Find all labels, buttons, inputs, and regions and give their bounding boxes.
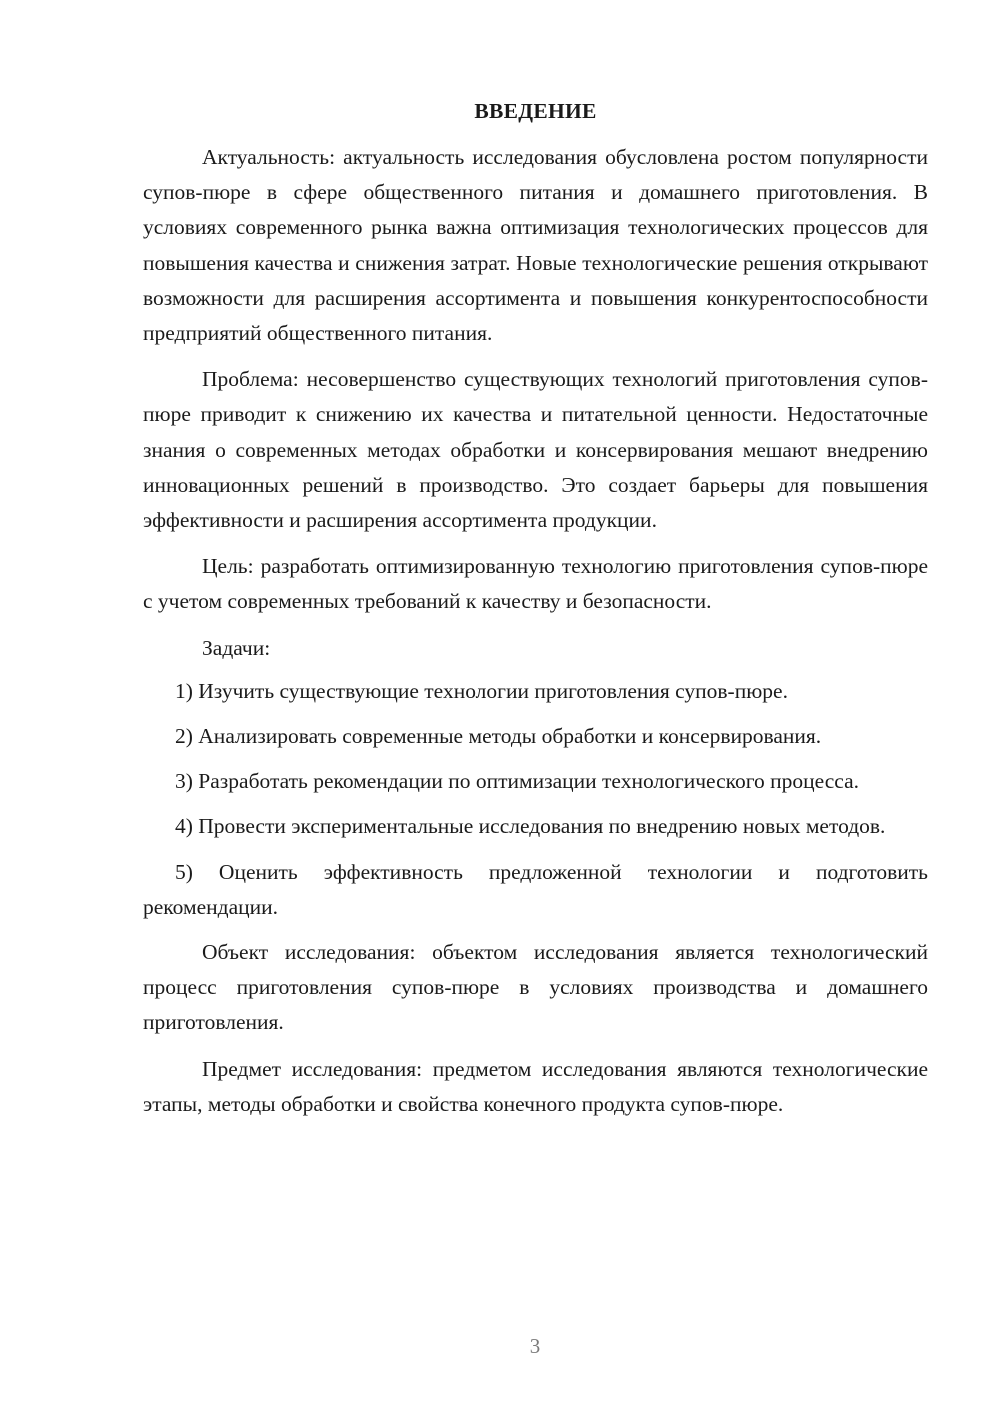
tasks-heading: Задачи: bbox=[202, 635, 271, 660]
paragraph-object: Объект исследования: объектом исследования является технологический процесс приготовления супов-пюре в условиях производства и домашнего приготовления. bbox=[143, 940, 928, 1035]
paragraph-subject: Предмет исследования: предметом исследования являются технологические этапы, методы обработки и свойства конечного продукта супов-пюре. bbox=[143, 1056, 928, 1116]
paragraph-goal: Цель: разработать оптимизированную технологию приготовления супов-пюре с учетом современных требований к качеству и безопасности. bbox=[143, 554, 928, 614]
task-item-3: 3) Разработать рекомендации по оптимизации технологического процесса. bbox=[175, 769, 860, 794]
section-title: ВВЕДЕНИЕ bbox=[474, 99, 597, 123]
paragraph-problem: Проблема: несовершенство существующих технологий приготовления супов-пюре приводит к снижению их качества и питательной ценности. Недостаточные знания о современных методах обработки и консервирования мешают внедрению инновационных решений в производство. Это создает барьеры для повышения эффективности и расширения ассортимента продукции. bbox=[143, 367, 928, 533]
paragraph-relevance: Актуальность: актуальность исследования обусловлена ростом популярности супов-пюре в сфере общественного питания и домашнего приготовления. В условиях современного рынка важна оптимизация технологических процессов для повышения качества и снижения затрат. Новые технологические решения открывают возможности для расширения ассортимента и повышения конкурентоспособности предприятий общественного питания. bbox=[143, 145, 928, 346]
page-number: 3 bbox=[529, 1334, 541, 1358]
task-item-5: 5) Оценить эффективность предложенной технологии и подготовить рекомендации. bbox=[143, 859, 928, 919]
task-item-2: 2) Анализировать современные методы обработки и консервирования. bbox=[175, 724, 822, 749]
task-item-4: 4) Провести экспериментальные исследования по внедрению новых методов. bbox=[175, 814, 886, 839]
document-body bbox=[143, 96, 928, 1133]
task-item-1: 1) Изучить существующие технологии приготовления супов-пюре. bbox=[175, 678, 788, 703]
